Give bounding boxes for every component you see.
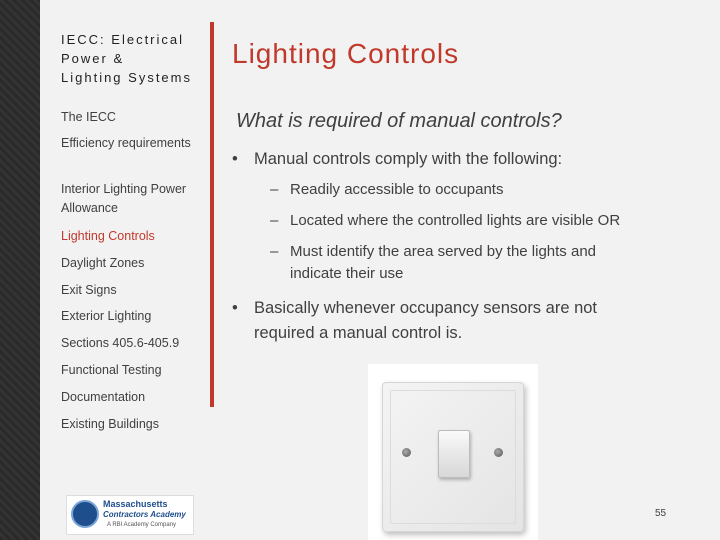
sub-bullet-accessible [270,179,650,201]
decorative-edge-strip [0,0,40,540]
section-divider [210,22,214,407]
page-number: 55 [655,508,667,519]
slide-question: What is required of manual controls? [236,110,562,132]
seal-icon [71,500,99,528]
logo-line-3: A RBI Academy Company [107,522,177,528]
screw-left-icon [402,448,411,457]
bullet-manual-controls [232,147,654,172]
nav-item-sections-405[interactable]: Sections 405.6-405.9 [61,336,180,350]
sub-bullet-visible [270,210,670,232]
nav-item-functional-testing[interactable]: Functional Testing [61,363,162,377]
bullet-text: Manual controls comply with the following: [254,150,563,168]
sub-bullet-text: Readily accessible to occupants [290,181,504,198]
sub-bullet-marker: – [270,243,279,260]
nav-item-existing-buildings[interactable]: Existing Buildings [61,417,159,431]
bullet-marker: • [232,299,238,317]
light-switch-photo [368,364,538,540]
sub-bullet-marker: – [270,181,279,198]
bullet-text: Basically whenever occupancy sensors are not required a manual control is. [254,299,598,342]
switch-plate [382,382,524,532]
logo-line-2: Contractors Academy [103,510,186,519]
sub-bullet-identify-area [270,241,650,285]
sub-bullet-marker: – [270,212,279,229]
slide-title: Lighting Controls [232,38,460,69]
bullet-marker: • [232,150,238,168]
nav-item-the-iecc[interactable]: The IECC [61,110,116,124]
sub-bullet-text: Must identify the area served by the lights and indicate their use [290,243,597,282]
screw-right-icon [494,448,503,457]
nav-item-daylight-zones[interactable]: Daylight Zones [61,256,145,270]
nav-item-lighting-controls[interactable]: Lighting Controls [61,229,155,243]
bullet-occupancy-sensors [232,296,654,346]
nav-item-exit-signs[interactable]: Exit Signs [61,283,117,297]
nav-item-efficiency-requirements[interactable]: Efficiency requirements [61,136,191,150]
nav-item-interior-lighting-power-allowance[interactable]: Interior Lighting Power Allowance [61,182,187,215]
academy-logo [66,495,194,535]
logo-line-1: Massachusetts [103,499,168,509]
nav-item-documentation[interactable]: Documentation [61,390,146,404]
switch-rocker [438,430,470,478]
course-title: IECC: Electrical Power & Lighting Systems [61,32,192,85]
nav-item-exterior-lighting[interactable]: Exterior Lighting [61,309,152,323]
sub-bullet-text: Located where the controlled lights are visible OR [290,212,621,229]
